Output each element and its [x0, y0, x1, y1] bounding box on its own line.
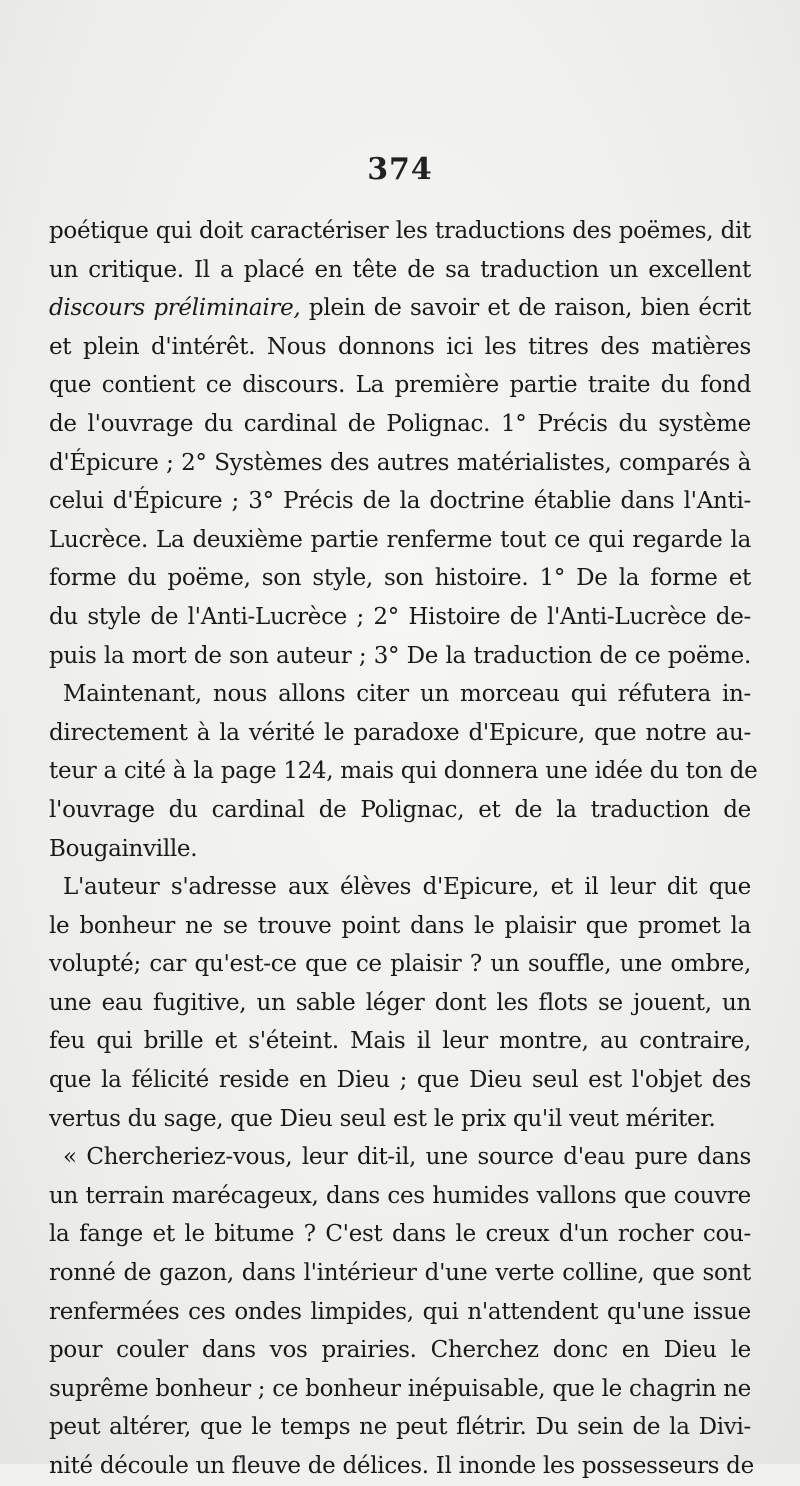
- text-line: [49, 1447, 754, 1486]
- text-segment: pour couler dans vos prairies. Cherchez donc en Dieu le: [49, 1337, 751, 1364]
- text-line: [49, 1331, 751, 1370]
- text-segment: la fange et le bitume ? C'est dans le creux d'un rocher cou-: [49, 1221, 751, 1248]
- text-segment: de l'ouvrage du cardinal de Polignac. 1° Précis du système: [49, 410, 751, 437]
- text-segment: suprême bonheur ; ce bonheur inépuisable, que le chagrin ne: [49, 1375, 751, 1402]
- text-segment: directement à la vérité le paradoxe d'Epicure, que notre au-: [49, 719, 751, 746]
- text-line: [49, 1370, 751, 1409]
- text-line: [49, 251, 751, 290]
- text-segment: un critique. Il a placé en tête de sa traduction un excellent: [49, 256, 751, 283]
- text-line: [49, 637, 751, 676]
- text-segment: que la félicité reside en Dieu ; que Dieu seul est l'objet des: [49, 1067, 751, 1094]
- text-segment: le bonheur ne se trouve point dans le plaisir que promet la: [49, 912, 751, 939]
- text-segment: teur a cité à la page 124, mais qui donnera une idée du ton de: [49, 758, 758, 785]
- text-line: [49, 598, 751, 637]
- text-line: [49, 675, 751, 714]
- text-line: [49, 1138, 751, 1177]
- text-line: [49, 289, 751, 328]
- text-segment: ronné de gazon, dans l'intérieur d'une verte colline, que sont: [49, 1260, 751, 1287]
- text-segment: d'Épicure ; 2° Systèmes des autres matérialistes, comparés à: [49, 449, 751, 476]
- text-line: [49, 752, 758, 791]
- text-segment: peut altérer, que le temps ne peut flétrir. Du sein de la Divi-: [49, 1414, 751, 1441]
- text-segment: volupté; car qu'est-ce que ce plaisir ? un souffle, une ombre,: [49, 951, 751, 978]
- text-segment: renfermées ces ondes limpides, qui n'attendent qu'une issue: [49, 1298, 751, 1325]
- text-segment: que contient ce discours. La première partie traite du fond: [49, 372, 751, 399]
- text-line: [49, 830, 751, 869]
- text-line: [49, 1254, 751, 1293]
- text-segment: celui d'Épicure ; 3° Précis de la doctrine établie dans l'Anti-: [49, 488, 751, 515]
- text-segment: puis la mort de son auteur ; 3° De la traduction de ce poëme.: [49, 642, 751, 669]
- text-segment: Bougainville.: [49, 835, 198, 862]
- text-segment: forme du poëme, son style, son histoire. 1° De la forme et: [49, 565, 751, 592]
- text-segment: du style de l'Anti-Lucrèce ; 2° Histoire de l'Anti-Lucrèce de-: [49, 603, 751, 630]
- text-line: [49, 212, 751, 251]
- text-line: [49, 907, 751, 946]
- text-line: [49, 521, 751, 560]
- text-line: [49, 328, 751, 367]
- text-line: [49, 714, 751, 753]
- text-segment: poétique qui doit caractériser les traductions des poëmes, dit: [49, 218, 751, 244]
- text-line: [49, 1022, 751, 1061]
- text-segment: un terrain marécageux, dans ces humides vallons que couvre: [49, 1182, 751, 1209]
- text-line: [49, 482, 751, 521]
- text-segment: « Chercheriez-vous, leur dit-il, une source d'eau pure dans: [63, 1144, 751, 1171]
- text-line: [49, 559, 751, 598]
- text-segment: L'auteur s'adresse aux élèves d'Epicure, et il leur dit que: [63, 874, 751, 901]
- page-number: 374: [367, 152, 433, 187]
- text-segment: nité découle un fleuve de délices. Il inonde les possesseurs de: [49, 1453, 754, 1479]
- text-line: [49, 366, 751, 405]
- text-segment: feu qui brille et s'éteint. Mais il leur montre, au contraire,: [49, 1028, 751, 1055]
- text-segment: Maintenant, nous allons citer un morceau qui réfutera in-: [63, 681, 751, 708]
- text-line: [49, 1293, 751, 1332]
- text-line: [49, 1215, 751, 1254]
- text-line: [49, 1408, 751, 1447]
- text-line: [49, 984, 751, 1023]
- text-line: [49, 1177, 751, 1216]
- text-segment: Lucrèce. La deuxième partie renferme tout ce qui regarde la: [49, 526, 751, 553]
- text-segment: et plein d'intérêt. Nous donnons ici les titres des matières: [49, 333, 751, 360]
- text-line: [49, 1100, 751, 1139]
- text-line: [49, 945, 751, 984]
- text-segment: plein de savoir et de raison, bien écrit: [300, 295, 751, 322]
- body-text: [49, 212, 758, 1486]
- text-line: [49, 405, 751, 444]
- italic-text: discours préliminaire,: [49, 295, 301, 322]
- text-line: [49, 444, 751, 483]
- text-line: [49, 868, 751, 907]
- text-line: [49, 791, 751, 830]
- text-line: [49, 1061, 751, 1100]
- text-segment: l'ouvrage du cardinal de Polignac, et de la traduction de: [49, 796, 751, 823]
- text-segment: vertus du sage, que Dieu seul est le prix qu'il veut mériter.: [49, 1105, 716, 1132]
- text-segment: une eau fugitive, un sable léger dont les flots se jouent, un: [49, 989, 751, 1016]
